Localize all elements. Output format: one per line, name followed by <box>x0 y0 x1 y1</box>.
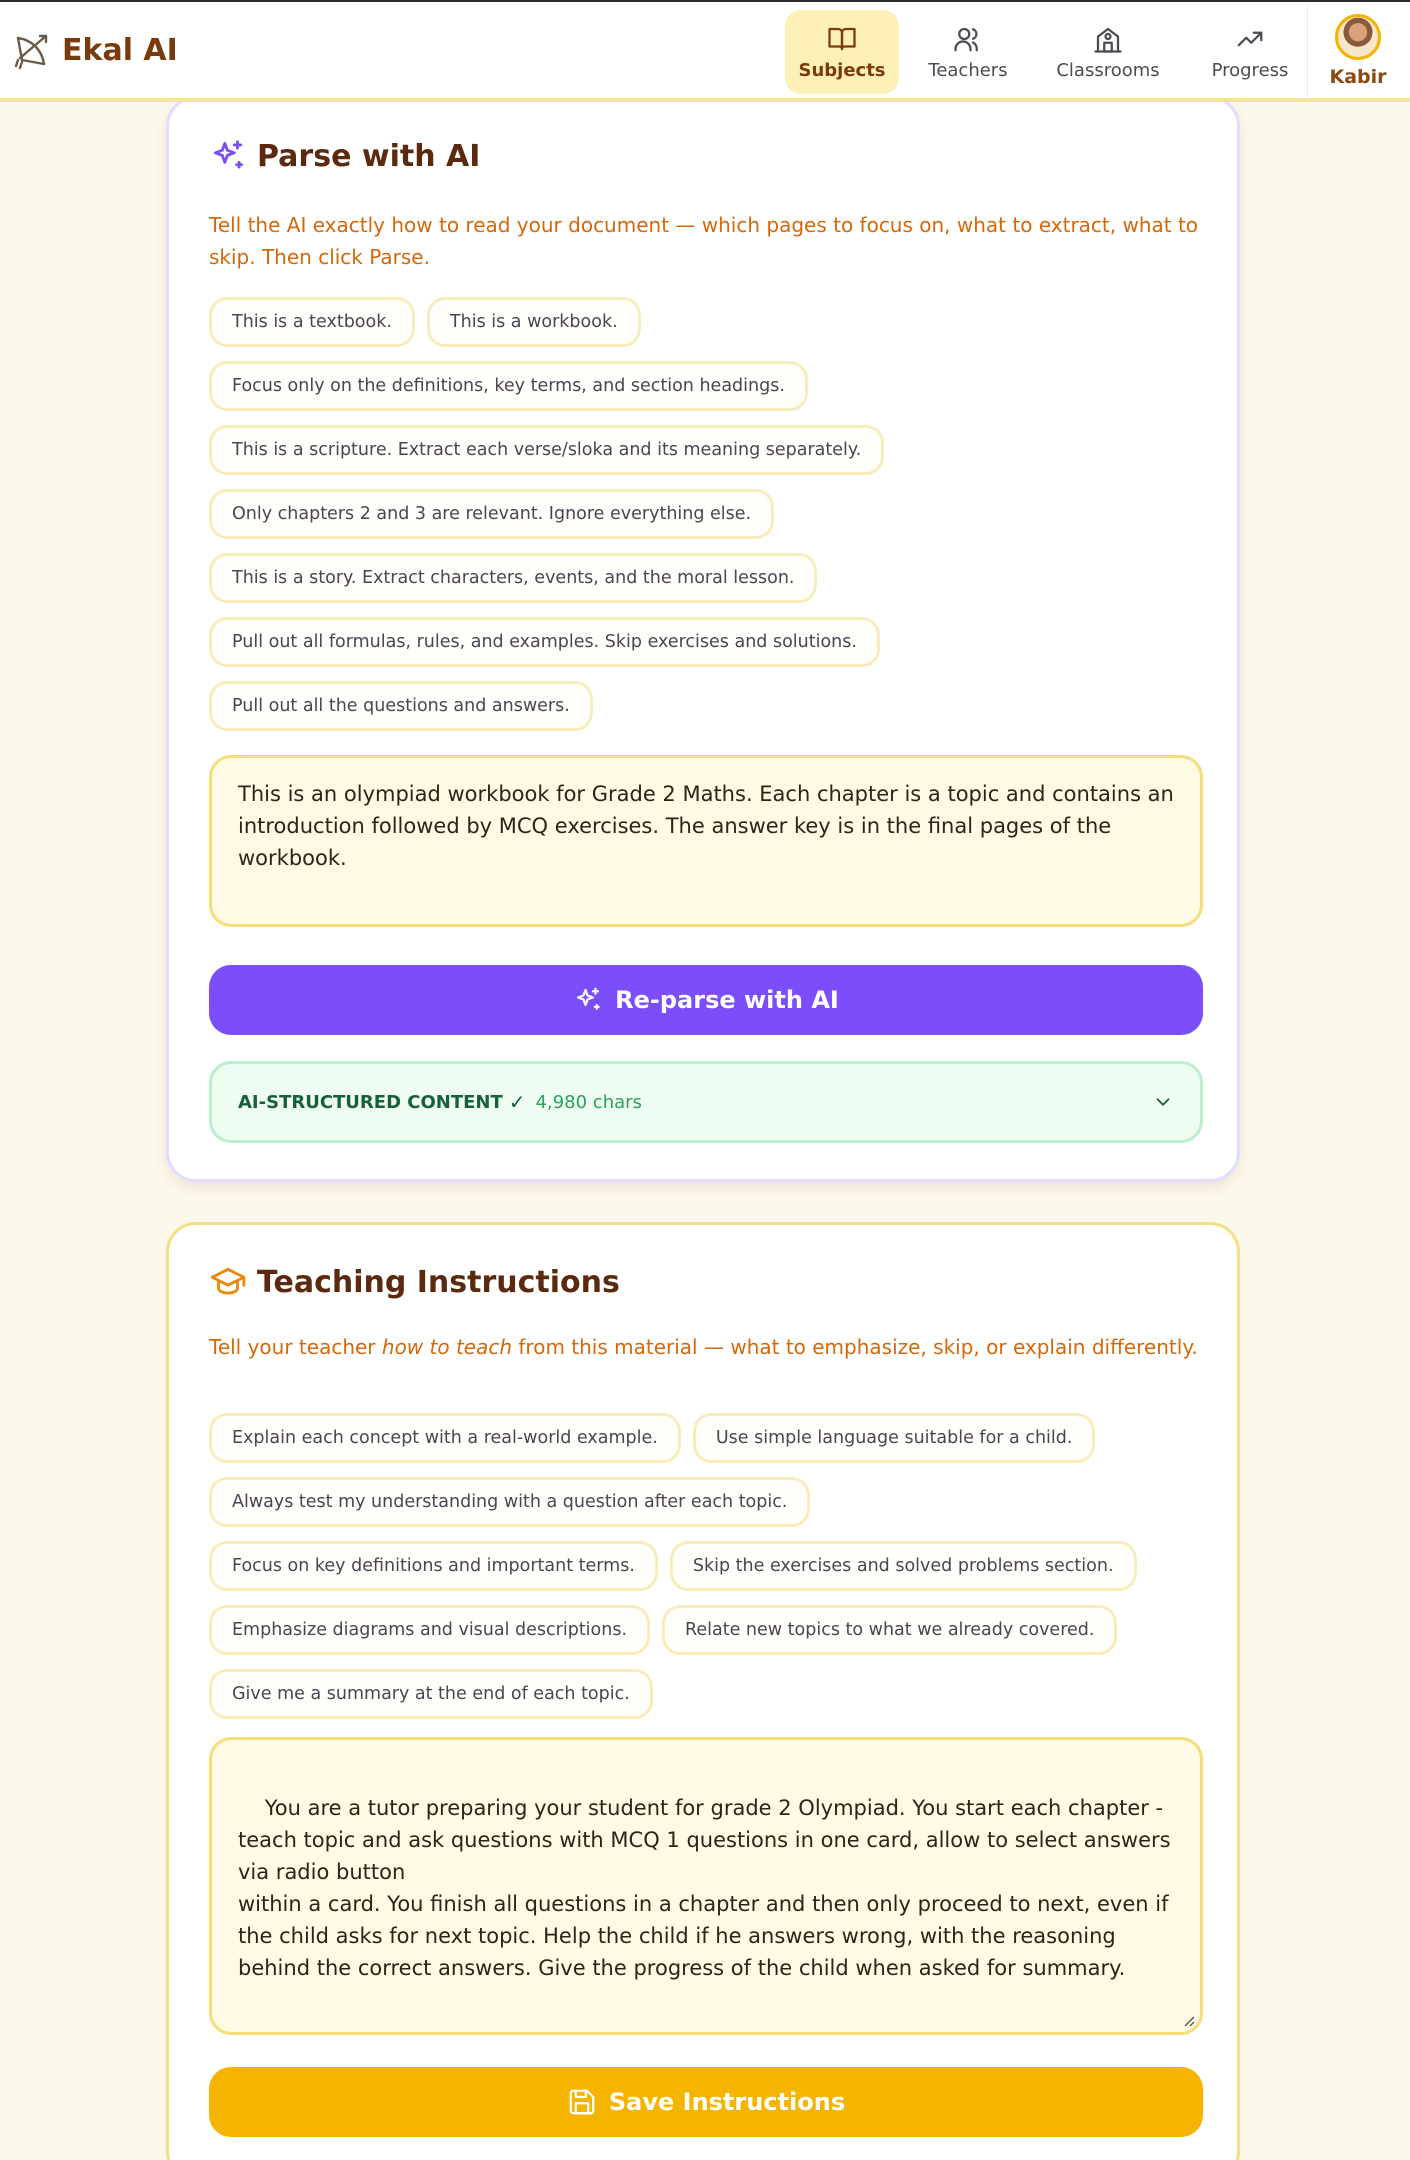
parse-chip[interactable]: Only chapters 2 and 3 are relevant. Ignore everything else. <box>209 489 774 539</box>
parse-chip[interactable]: This is a scripture. Extract each verse/sloka and its meaning separately. <box>209 425 884 475</box>
brand[interactable] <box>12 30 178 70</box>
parse-chip[interactable]: Focus only on the definitions, key terms, and section headings. <box>209 361 808 411</box>
parse-chip[interactable]: This is a textbook. <box>209 297 415 347</box>
teaching-instructions-textarea[interactable] <box>209 1737 1203 2035</box>
nav-subjects[interactable] <box>785 10 899 94</box>
school-icon <box>1093 24 1123 54</box>
save-instructions-label: Save Instructions <box>608 2088 846 2116</box>
main-nav <box>785 10 1321 94</box>
save-icon <box>567 2087 597 2117</box>
nav-subjects-label: Subjects <box>798 59 886 81</box>
teaching-chip[interactable]: Emphasize diagrams and visual descriptions. <box>209 1605 650 1655</box>
nav-classrooms[interactable] <box>1037 10 1179 94</box>
teaching-chip[interactable]: Explain each concept with a real-world example. <box>209 1413 681 1463</box>
parse-chip[interactable]: This is a story. Extract characters, events, and the moral lesson. <box>209 553 817 603</box>
nav-progress-label: Progress <box>1211 59 1289 81</box>
teaching-card <box>166 1222 1240 2160</box>
reparse-button-label: Re-parse with AI <box>615 986 839 1014</box>
teaching-chip[interactable]: Use simple language suitable for a child. <box>693 1413 1096 1463</box>
nav-teachers[interactable] <box>907 10 1029 94</box>
users-icon <box>953 24 983 54</box>
reparse-button[interactable] <box>209 965 1203 1035</box>
user-name: Kabir <box>1329 66 1387 88</box>
sparkles-icon <box>209 137 247 175</box>
chevron-down-icon <box>1152 1091 1174 1113</box>
structured-content-toggle[interactable] <box>209 1061 1203 1143</box>
teaching-chip[interactable]: Focus on key definitions and important terms. <box>209 1541 658 1591</box>
teaching-suggestion-chips <box>209 1413 1209 1733</box>
teaching-card-header <box>209 1263 620 1301</box>
user-menu[interactable] <box>1318 14 1398 88</box>
avatar[interactable] <box>1335 14 1381 60</box>
save-instructions-button[interactable] <box>209 2067 1203 2137</box>
check-icon: ✓ <box>508 1090 526 1114</box>
teaching-card-description: Tell your teacher how to teach from this material — what to emphasize, skip, or explain differently. <box>209 1335 1198 1359</box>
structured-content-label: AI-STRUCTURED CONTENT <box>238 1091 503 1113</box>
top-bar <box>0 0 1410 102</box>
nav-teachers-label: Teachers <box>928 59 1008 81</box>
parse-card <box>166 96 1240 1182</box>
bow-arrow-logo-icon <box>12 30 52 70</box>
nav-divider <box>1307 4 1308 100</box>
parse-suggestion-chips <box>209 297 1209 745</box>
trending-up-icon <box>1235 24 1265 54</box>
nav-progress[interactable] <box>1187 10 1313 94</box>
parse-chip[interactable]: Pull out all formulas, rules, and examples. Skip exercises and solutions. <box>209 617 880 667</box>
resize-handle-icon[interactable] <box>1180 2012 1196 2028</box>
parse-card-header <box>209 137 480 175</box>
book-open-icon <box>827 24 857 54</box>
teaching-instructions-text: You are a tutor preparing your student for grade 2 Olympiad. You start each chapter - teach topic and ask questions with MCQ 1 questions in one card, allow to select answers via radio button within a card. You finish all questions in a chapter and then only proceed to next, even if the child asks for next topic. Help the child if he answers wrong, with the reasoning behind the correct answers. Give the progress of the child when asked for summary. <box>238 1796 1171 1980</box>
parse-chip[interactable]: This is a workbook. <box>427 297 641 347</box>
teaching-card-title: Teaching Instructions <box>257 1264 620 1300</box>
teaching-chip[interactable]: Give me a summary at the end of each topic. <box>209 1669 653 1719</box>
teaching-chip[interactable]: Always test my understanding with a question after each topic. <box>209 1477 810 1527</box>
parse-card-title: Parse with AI <box>257 138 481 174</box>
graduation-cap-icon <box>209 1263 247 1301</box>
app-name: Ekal AI <box>62 32 178 68</box>
parse-prompt-textarea[interactable]: This is an olympiad workbook for Grade 2 Maths. Each chapter is a topic and contains an introduction followed by MCQ exercises. The answer key is in the final pages of the workbook. <box>209 755 1203 927</box>
parse-card-description: Tell the AI exactly how to read your document — which pages to focus on, what to extract, what to skip. Then click Parse. <box>209 213 1199 269</box>
parse-chip[interactable]: Pull out all the questions and answers. <box>209 681 593 731</box>
teaching-chip[interactable]: Relate new topics to what we already covered. <box>662 1605 1117 1655</box>
structured-content-count: 4,980 chars <box>535 1091 642 1113</box>
sparkles-icon <box>573 985 603 1015</box>
nav-classrooms-label: Classrooms <box>1056 59 1160 81</box>
teaching-chip[interactable]: Skip the exercises and solved problems section. <box>670 1541 1137 1591</box>
